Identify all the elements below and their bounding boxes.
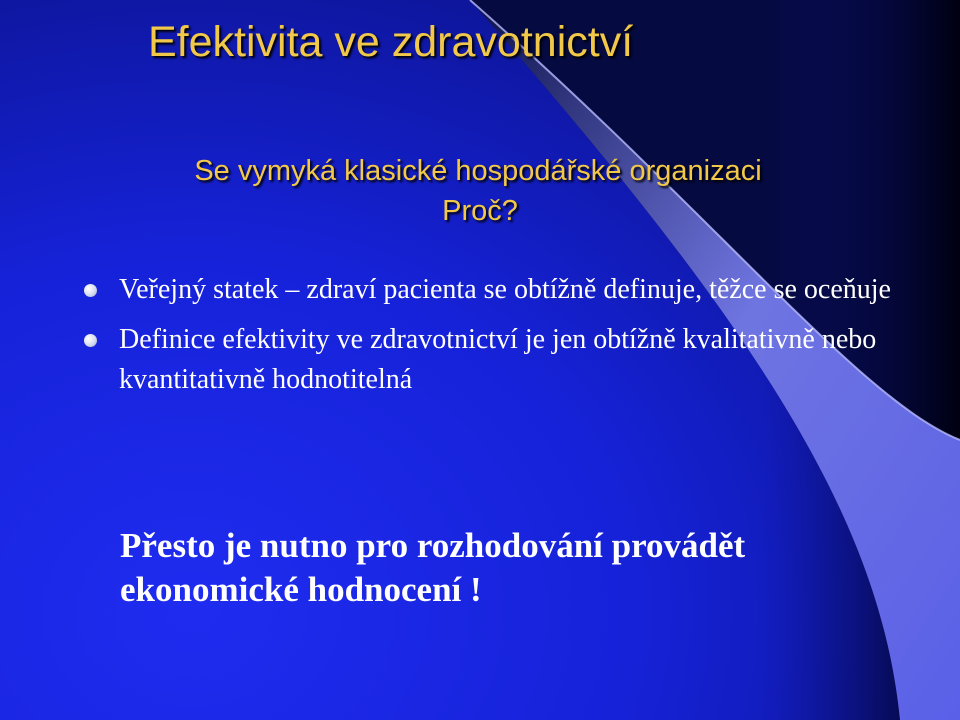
conclusion-text: Přesto je nutno pro rozhodování provádět ekonomické hodnocení ! bbox=[120, 526, 746, 609]
bullet-item bbox=[82, 270, 902, 310]
bullet-item bbox=[82, 320, 902, 400]
subtitle-line-1: Se vymyká klasické hospodářské organizaci bbox=[194, 155, 762, 187]
bullet-text: Veřejný statek – zdraví pacienta se obtížně definuje, těžce se oceňuje bbox=[119, 274, 891, 305]
bullet-dot-icon bbox=[84, 284, 97, 297]
bullet-list bbox=[82, 270, 902, 410]
bullet-text: Definice efektivity ve zdravotnictví je jen obtížně kvalitativně nebo kvantitativně hodnotitelná bbox=[119, 324, 877, 395]
subtitle-line-2: Proč? bbox=[442, 195, 518, 227]
bullet-dot-icon bbox=[84, 334, 97, 347]
slide-title: Efektivita ve zdravotnictví bbox=[148, 18, 634, 66]
